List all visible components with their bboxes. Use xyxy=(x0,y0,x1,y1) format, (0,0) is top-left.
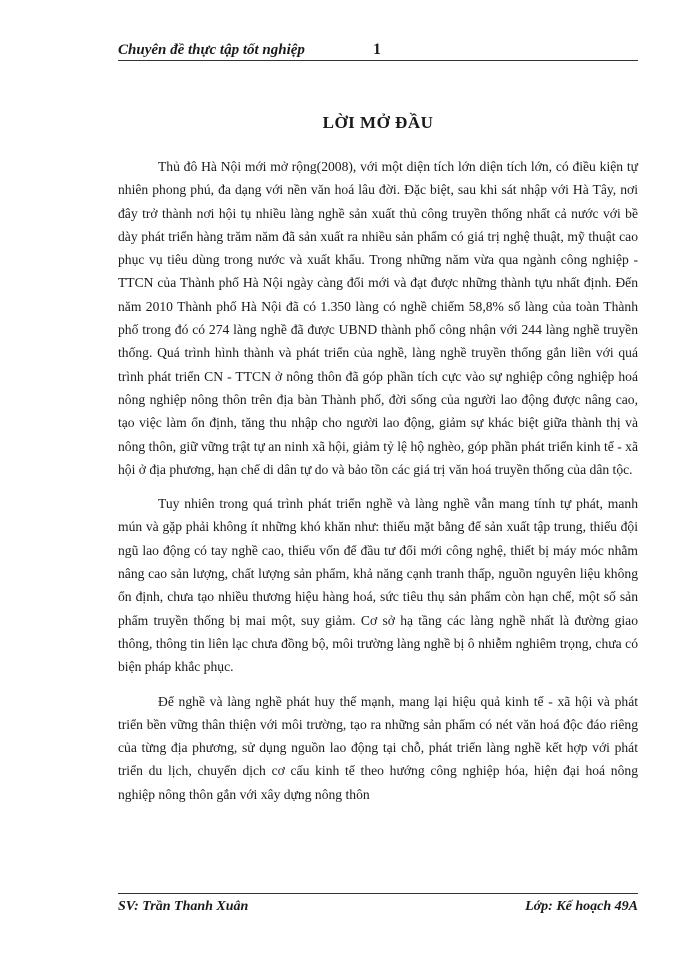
paragraph: Để nghề và làng nghề phát huy thế mạnh, mang lại hiệu quả kinh tế - xã hội và phát triển bền vững thân thiện với môi trường, tạo ra những sản phẩm có nét văn hoá độc đáo riêng của từng địa phương, sử dụng nguồn lao động tại chỗ, phát triển làng nghề kết hợp với phát triển du lịch, chuyển dịch cơ cấu kinh tế theo hướng công nghiệp hóa, hiện đại hoá nông nghiệp nông thôn gắn với xây dựng nông thôn xyxy=(118,693,638,802)
footer-class-name: Lớp: Kế hoạch 49A xyxy=(525,899,638,914)
document-title: LỜI MỞ ĐẦU xyxy=(322,113,434,132)
page-footer xyxy=(118,893,638,916)
document-body xyxy=(118,155,638,817)
page-number: 1 xyxy=(373,41,381,58)
paragraph: Thủ đô Hà Nội mới mở rộng(2008), với một diện tích lớn diện tích lớn, có điều kiện tự nhiên phong phú, đa dạng với nền văn hoá lâu đời. Đặc biệt, sau khi sát nhập với Hà Tây, nơi đây trở thành nơi hội tụ nhiều làng nghề sản xuất thủ công truyền thống nhất cả nước với bề dày phát triển hàng trăm năm đã sản xuất ra nhiều sản phẩm có giá trị nghệ thuật, mỹ thuật cao phục vụ tiêu dùng trong nước và xuất khẩu. Trong những năm vừa qua ngành công nghiệp - TTCN của Thành phố Hà Nội ngày càng đổi mới và đạt được những thành tựu nhất định. Đến năm 2010 Thành phố Hà Nội đã có 1.350 làng có nghề chiếm 58,8% số làng của toàn Thành phố trong đó có 274 làng nghề đã được UBND thành phố công nhận với 244 làng nghề truyền thống. Quá trình hình thành và phát triển của nghề, làng nghề truyền thống gắn liền với quá trình phát triển CN - TTCN ở nông thôn đã góp phần tích cực vào sự nghiệp công nghiệp hoá nông nghiệp nông thôn trên địa bàn Thành phố, đời sống của người lao động được nâng cao, tạo việc làm ổn định, tăng thu nhập cho người lao động, giảm sự khác biệt giữa thành thị và nông thôn, giữ vững trật tự an ninh xã hội, giảm tỷ lệ hộ nghèo, góp phần phát triển kinh tế - xã hội ở địa phương, hạn chế di dân tự do và bảo tồn các giá trị văn hoá truyền thống của dân tộc. xyxy=(118,159,638,477)
paragraph: Tuy nhiên trong quá trình phát triển nghề và làng nghề vẫn mang tính tự phát, manh mún và gặp phải không ít những khó khăn như: thiếu mặt bằng để sản xuất tập trung, thiếu đội ngũ lao động có tay nghề cao, thiếu vốn để đầu tư đổi mới công nghệ, thiết bị máy móc nhằm nâng cao sản lượng, chất lượng sản phẩm, khả năng cạnh tranh thấp, nguồn nguyên liệu không ổn định, chưa tạo nhiều thương hiệu hàng hoá, sức tiêu thụ sản phẩm còn hạn chế, một số sản phẩm truyền thống bị mai một, suy giảm. Cơ sở hạ tầng các làng nghề nhất là đường giao thông, thông tin liên lạc chưa đồng bộ, môi trường làng nghề bị ô nhiễm nghiêm trọng, chưa có biện pháp khắc phục. xyxy=(118,496,638,675)
header-title: Chuyên đề thực tập tốt nghiệp xyxy=(118,42,305,58)
footer-student-name: SV: Trần Thanh Xuân xyxy=(118,899,249,914)
page-header xyxy=(118,40,638,61)
